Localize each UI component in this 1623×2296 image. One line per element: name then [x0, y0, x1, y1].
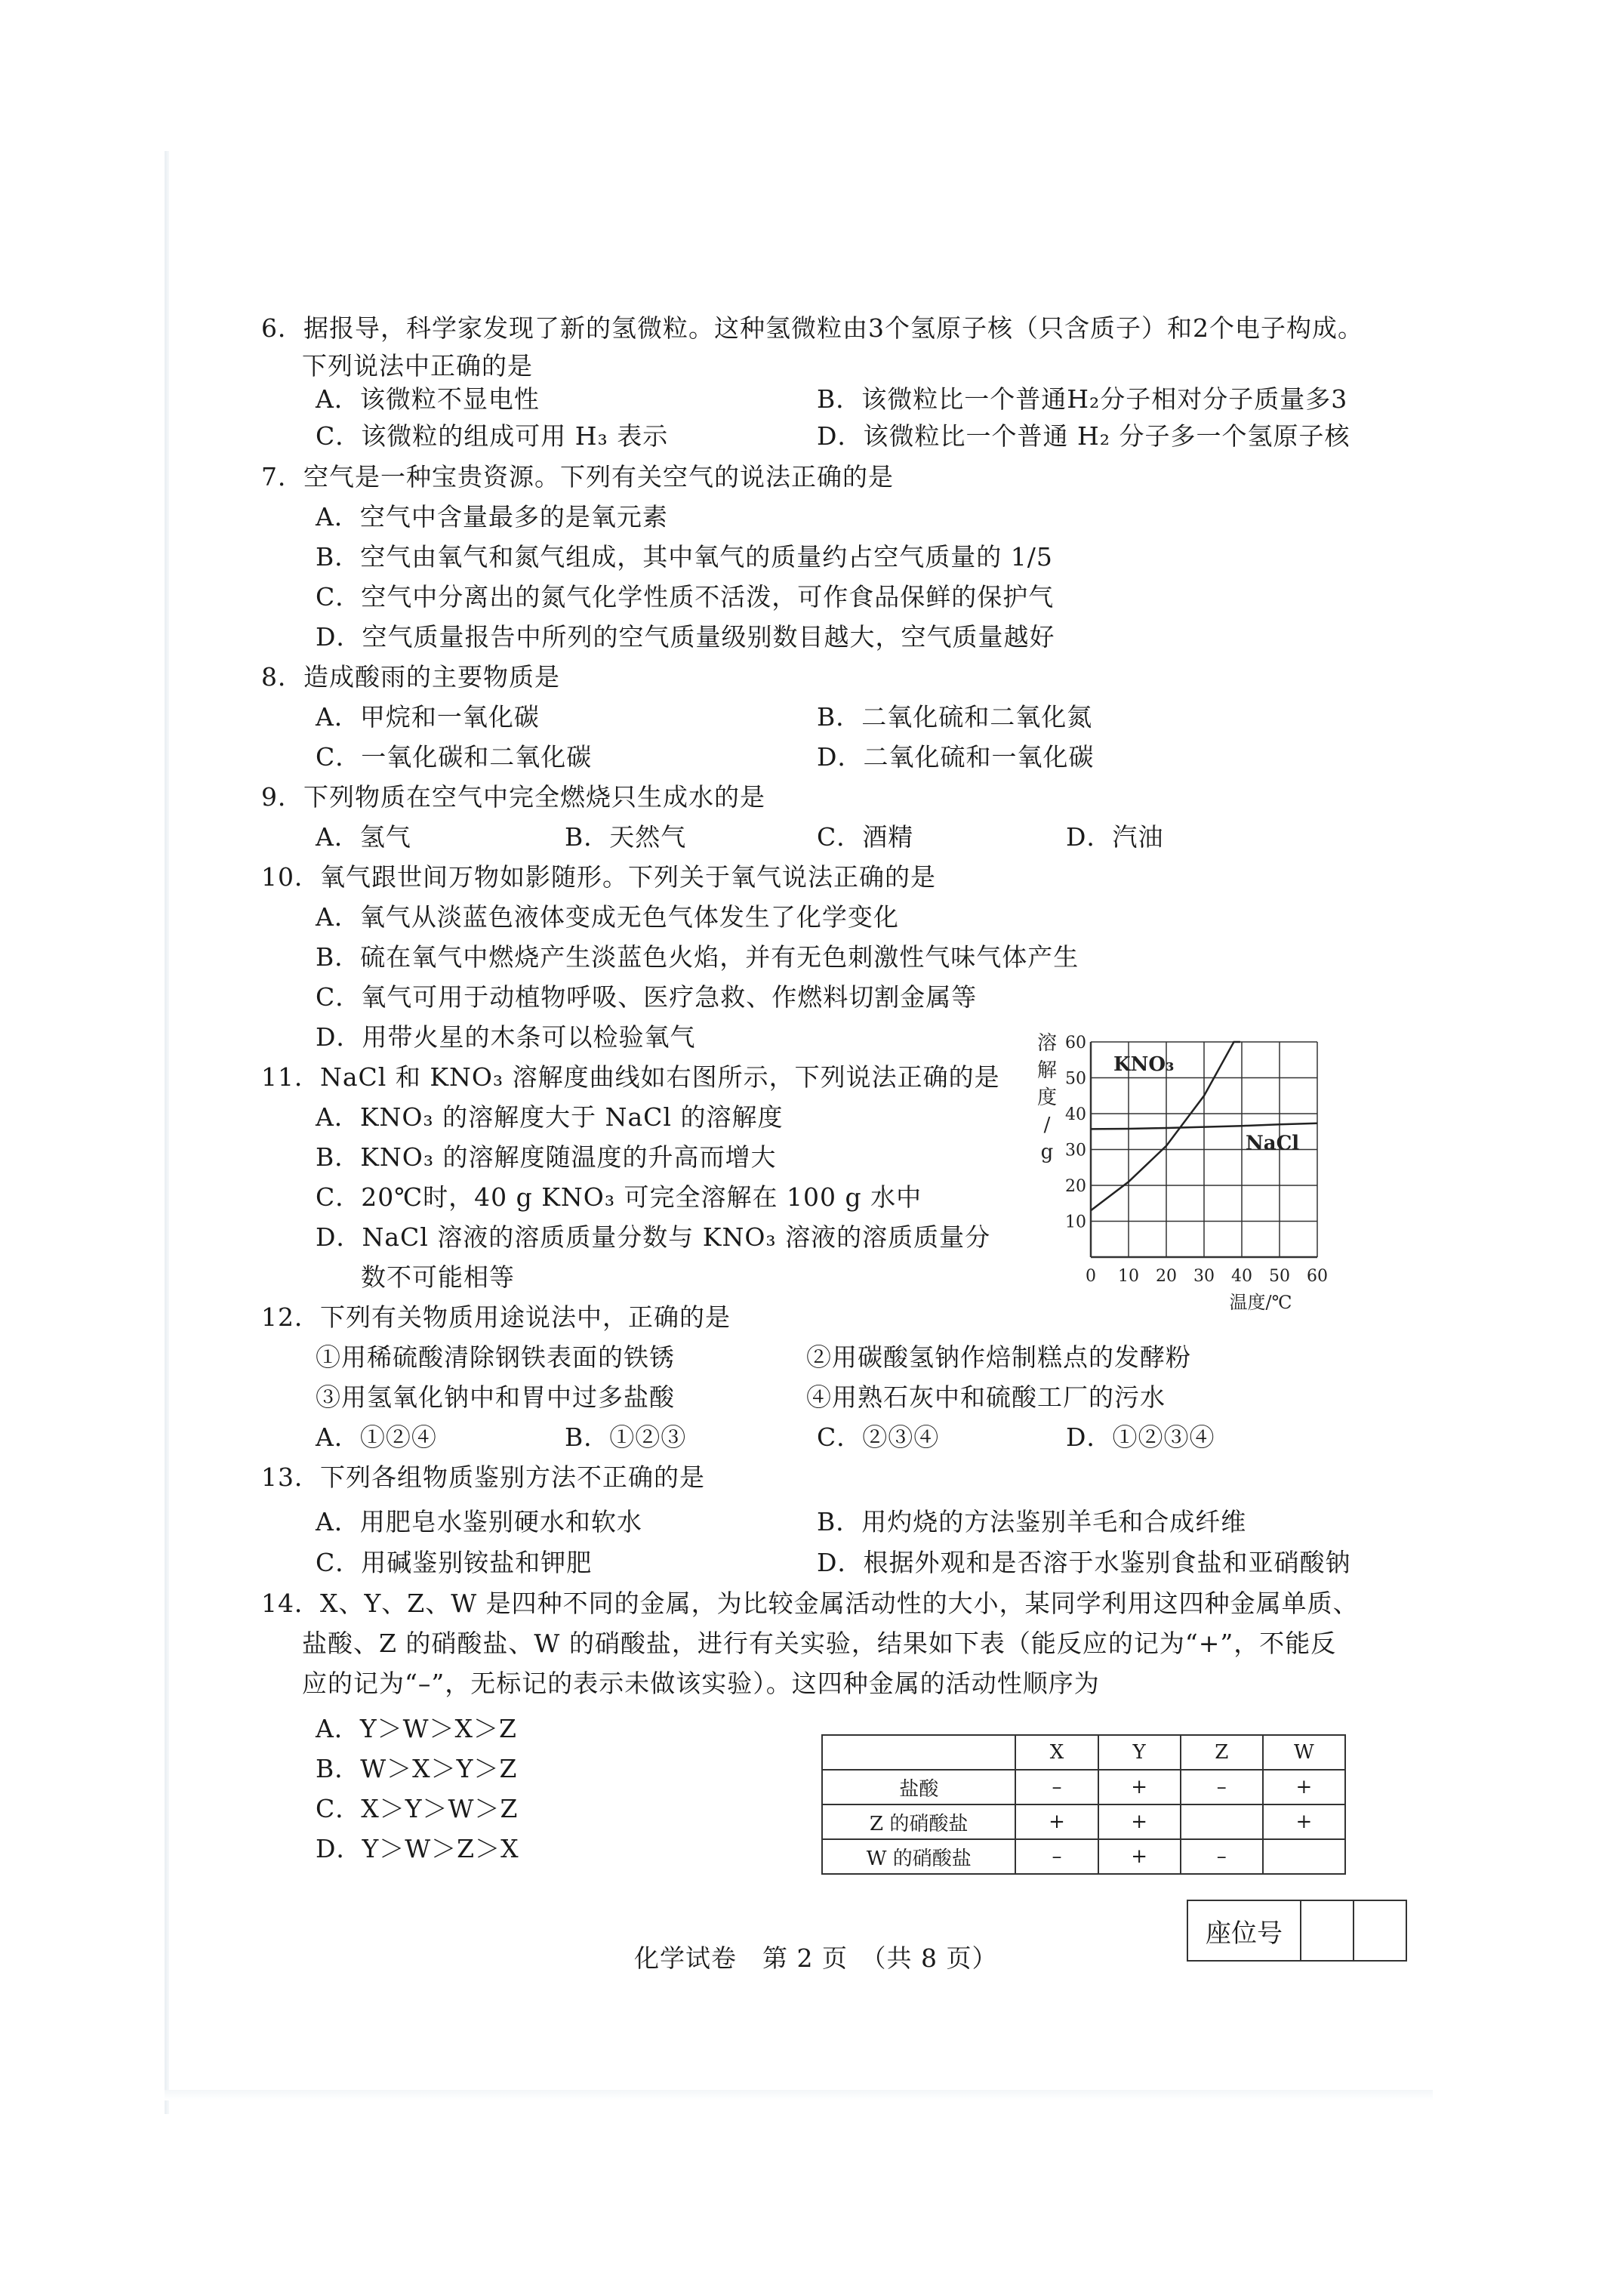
table-body	[822, 1770, 1345, 1874]
text-line: A．KNO₃ 的溶解度大于 NaCl 的溶解度	[316, 1102, 784, 1132]
table-cell: +	[1098, 1839, 1181, 1874]
text-line: ④用熟石灰中和硫酸工厂的污水	[806, 1382, 1166, 1412]
text-line: A．甲烷和一氧化碳	[316, 702, 540, 732]
text-line: A．用肥皂水鉴别硬水和软水	[316, 1507, 642, 1536]
text-line: D．汽油	[1066, 822, 1164, 852]
text-line: D．用带火星的木条可以检验氧气	[316, 1022, 696, 1052]
table-cell: +	[1263, 1770, 1345, 1804]
y-tick-label: 30	[1065, 1141, 1086, 1160]
seat-number-cell	[1301, 1901, 1354, 1960]
table-cell: +	[1263, 1804, 1345, 1839]
x-tick-label: 20	[1156, 1267, 1177, 1286]
table-header-cell: X	[1015, 1735, 1098, 1770]
text-line: B．用灼烧的方法鉴别羊毛和合成纤维	[817, 1507, 1247, 1536]
table-cell	[1263, 1839, 1345, 1874]
table-cell: 盐酸	[822, 1770, 1015, 1804]
series-label: KNO₃	[1113, 1053, 1175, 1076]
text-line: B．该微粒比一个普通H₂分子相对分子质量多3	[817, 384, 1348, 414]
table-cell: +	[1015, 1804, 1098, 1839]
text-line: 9．下列物质在空气中完全燃烧只生成水的是	[261, 782, 765, 812]
text-line: D．Y＞W＞Z＞X	[316, 1834, 519, 1863]
text-line: C．用碱鉴别铵盐和钾肥	[316, 1548, 593, 1577]
text-line: B．天然气	[565, 822, 687, 852]
text-line: 10．氧气跟世间万物如影随形。下列关于氧气说法正确的是	[261, 862, 936, 892]
text-line: C．氧气可用于动植物呼吸、医疗急救、作燃料切割金属等	[316, 982, 978, 1012]
text-line: 数不可能相等	[361, 1262, 515, 1292]
text-line: ③用氢氧化钠中和胃中过多盐酸	[316, 1382, 675, 1412]
seat-number-label: 座位号	[1188, 1901, 1301, 1960]
text-line: 13．下列各组物质鉴别方法不正确的是	[261, 1462, 705, 1492]
y-axis-label-glyph: 度	[1036, 1086, 1058, 1109]
text-line: A．该微粒不显电性	[316, 384, 540, 414]
text-line: C．该微粒的组成可用 H₃ 表示	[316, 421, 669, 451]
table-cell: –	[1015, 1770, 1098, 1804]
table-cell	[1181, 1804, 1263, 1839]
text-line: C．X＞Y＞W＞Z	[316, 1794, 519, 1823]
text-line: B．KNO₃ 的溶解度随温度的升高而增大	[316, 1142, 777, 1172]
text-line: D．①②③④	[1066, 1422, 1215, 1452]
text-line: 7．空气是一种宝贵资源。下列有关空气的说法正确的是	[261, 462, 894, 492]
series-label: NaCl	[1246, 1132, 1300, 1155]
x-axis-label: 温度/℃	[1229, 1292, 1292, 1313]
text-line: ①用稀硫酸清除钢铁表面的铁锈	[316, 1342, 675, 1372]
table-row	[822, 1839, 1345, 1874]
table-cell: +	[1098, 1770, 1181, 1804]
table-header-cell: Y	[1098, 1735, 1181, 1770]
text-line: D．该微粒比一个普通 H₂ 分子多一个氢原子核	[817, 421, 1350, 451]
y-tick-label: 50	[1065, 1069, 1086, 1089]
x-tick-label: 60	[1307, 1267, 1328, 1286]
y-axis-label-glyph: 溶	[1036, 1032, 1058, 1055]
text-line: B．W＞X＞Y＞Z	[316, 1754, 518, 1783]
text-line: D．空气质量报告中所列的空气质量级别数目越大，空气质量越好	[316, 622, 1055, 652]
y-axis-label-glyph: g	[1040, 1141, 1054, 1163]
x-tick-label: 10	[1118, 1267, 1139, 1286]
seat-number-box	[1187, 1900, 1407, 1962]
table-cell: W 的硝酸盐	[822, 1839, 1015, 1874]
metal-reaction-table	[821, 1734, 1346, 1875]
y-axis-label-glyph: 解	[1036, 1059, 1058, 1082]
table-header-cell: W	[1263, 1735, 1345, 1770]
text-line: D．NaCl 溶液的溶质质量分数与 KNO₃ 溶液的溶质质量分	[316, 1222, 991, 1252]
y-tick-label: 20	[1065, 1177, 1086, 1196]
text-line: C．②③④	[817, 1422, 940, 1452]
text-line: C．酒精	[817, 822, 914, 852]
solubility-chart-svg	[1030, 1034, 1332, 1321]
x-tick-label: 50	[1269, 1267, 1290, 1286]
text-line: D．二氧化硫和一氧化碳	[817, 742, 1095, 772]
text-line: A．氢气	[316, 822, 411, 852]
text-line: 6．据报导，科学家发现了新的氢微粒。这种氢微粒由3个氢原子核（只含质子）和2个电子构成。	[261, 313, 1363, 343]
text-line: C．一氧化碳和二氧化碳	[316, 742, 593, 772]
seat-number-cell	[1354, 1901, 1406, 1960]
text-line: A．氧气从淡蓝色液体变成无色气体发生了化学变化	[316, 902, 899, 932]
text-line: ②用碳酸氢钠作焙制糕点的发酵粉	[806, 1342, 1191, 1372]
x-tick-label: 40	[1231, 1267, 1252, 1286]
text-line: C．空气中分离出的氮气化学性质不活泼，可作食品保鲜的保护气	[316, 582, 1055, 612]
table-row	[822, 1770, 1345, 1804]
table-header-row	[822, 1735, 1345, 1770]
text-line: 应的记为“–”，无标记的表示未做该实验）。这四种金属的活动性顺序为	[302, 1669, 1100, 1698]
text-line: 14．X、Y、Z、W 是四种不同的金属，为比较金属活动性的大小，某同学利用这四种金属单质、	[261, 1589, 1359, 1618]
scan-edge	[165, 151, 169, 2114]
table-cell: –	[1181, 1770, 1263, 1804]
text-line: A．①②④	[316, 1422, 437, 1452]
text-line: 下列说法中正确的是	[302, 351, 533, 381]
text-line: A．空气中含量最多的是氧元素	[316, 502, 668, 532]
text-line: D．根据外观和是否溶于水鉴别食盐和亚硝酸钠	[817, 1548, 1351, 1577]
solubility-chart	[1030, 1034, 1332, 1321]
text-line: B．硫在氧气中燃烧产生淡蓝色火焰，并有无色刺激性气味气体产生	[316, 942, 1079, 972]
text-line: B．空气由氧气和氮气组成，其中氧气的质量约占空气质量的 1/5	[316, 542, 1053, 572]
text-line: 盐酸、Z 的硝酸盐、W 的硝酸盐，进行有关实验，结果如下表（能反应的记为“+”，不能反	[302, 1629, 1337, 1658]
y-tick-label: 60	[1065, 1034, 1086, 1052]
x-tick-label: 0	[1086, 1267, 1096, 1286]
page-footer: 化学试卷 第 2 页 （共 8 页）	[634, 1943, 998, 1973]
table-cell: –	[1181, 1839, 1263, 1874]
table-cell: +	[1098, 1804, 1181, 1839]
table-header-cell: Z	[1181, 1735, 1263, 1770]
table-cell: –	[1015, 1839, 1098, 1874]
table-cell: Z 的硝酸盐	[822, 1804, 1015, 1839]
text-line: B．二氧化硫和二氧化氮	[817, 702, 1093, 732]
text-line: A．Y＞W＞X＞Z	[316, 1714, 517, 1743]
y-axis-label-glyph: /	[1043, 1114, 1051, 1136]
text-line: 12．下列有关物质用途说法中，正确的是	[261, 1302, 731, 1332]
scan-edge	[165, 2090, 1433, 2100]
text-line: 11．NaCl 和 KNO₃ 溶解度曲线如右图所示，下列说法正确的是	[261, 1062, 1000, 1092]
x-tick-label: 30	[1193, 1267, 1215, 1286]
text-line: B．①②③	[565, 1422, 687, 1452]
text-line: 8．造成酸雨的主要物质是	[261, 662, 560, 692]
table-header-cell	[822, 1735, 1015, 1770]
y-tick-label: 40	[1065, 1105, 1086, 1124]
text-line: C．20℃时，40 g KNO₃ 可完全溶解在 100 g 水中	[316, 1182, 922, 1212]
table-row	[822, 1804, 1345, 1839]
y-tick-label: 10	[1065, 1213, 1086, 1232]
